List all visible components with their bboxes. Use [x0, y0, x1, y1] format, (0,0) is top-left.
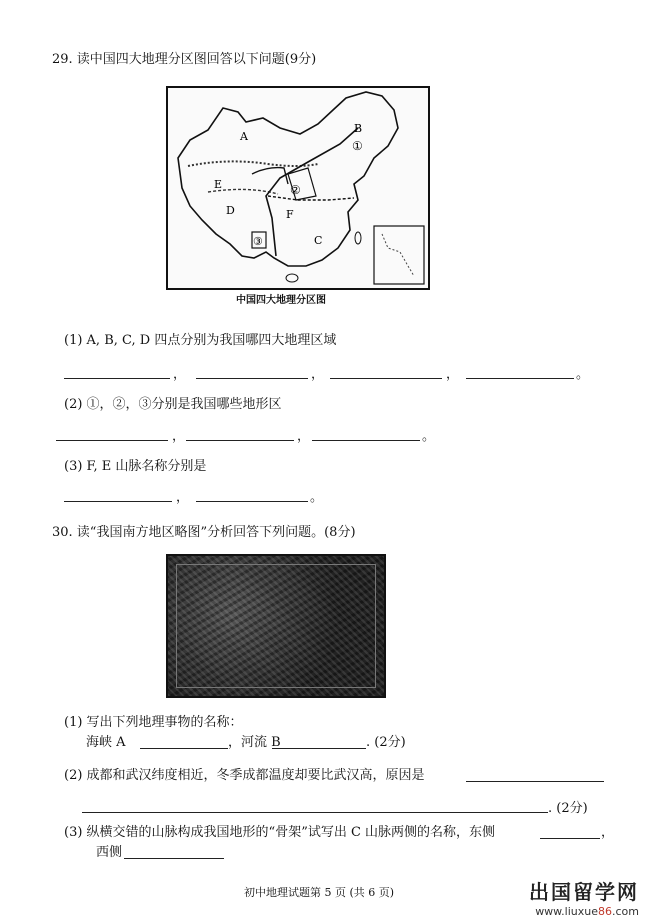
map-label-a: A [240, 130, 248, 143]
q30-west-label: 西侧 [96, 845, 123, 860]
answer-blank-west-side[interactable] [124, 858, 224, 859]
comma: ， [172, 429, 186, 444]
q30-sub2-score: . (2分) [548, 801, 588, 816]
q30-sub1: (1) 写出下列地理事物的名称： [64, 715, 243, 730]
comma: ， [601, 825, 615, 840]
map-label-2: ② [290, 183, 301, 197]
answer-blank-q29-1d[interactable] [466, 378, 574, 379]
answer-blank-q29-3a[interactable] [64, 501, 172, 502]
answer-blank-q29-2c[interactable] [312, 440, 420, 441]
comma: ， [311, 367, 325, 382]
map-label-b: B [354, 122, 363, 135]
q30-sub2: (2) 成都和武汉纬度相近，冬季成都温度却要比武汉高，原因是 [64, 768, 425, 783]
answer-blank-q29-1b[interactable] [196, 378, 308, 379]
q29-title: 29. 读中国四大地理分区图回答以下问题(9分) [52, 52, 317, 67]
map-label-f: F [286, 208, 294, 221]
answer-blank-q29-2b[interactable] [186, 440, 294, 441]
comma: ， [297, 429, 311, 444]
map-label-1: ① [352, 139, 363, 153]
answer-blank-east-side[interactable] [540, 838, 600, 839]
q30-river-label: ，河流 B [228, 735, 281, 750]
comma: ， [173, 367, 187, 382]
south-china-map [166, 554, 386, 698]
china-regions-map [166, 86, 430, 290]
period: 。 [576, 367, 590, 382]
q30-title: 30. 读“我国南方地区略图”分析回答下列问题。(8分) [52, 525, 356, 540]
comma: ， [446, 367, 460, 382]
watermark-title: 出国留学网 [529, 880, 639, 904]
watermark-url: www.liuxue86.com [535, 905, 639, 918]
answer-blank-strait-a[interactable] [140, 748, 228, 749]
china-map-graphic [168, 88, 428, 288]
page-footer: 初中地理试题第 5 页 (共 6 页) [244, 886, 395, 899]
q29-sub3: (3) F, E 山脉名称分别是 [64, 459, 207, 474]
answer-blank-q29-2a[interactable] [56, 440, 168, 441]
answer-blank-q29-3b[interactable] [196, 501, 308, 502]
map-label-e: E [214, 178, 223, 191]
map-label-3: ③ [253, 235, 263, 248]
map-inner-frame [176, 564, 376, 688]
map-caption: 中国四大地理分区图 [236, 295, 326, 306]
period: 。 [422, 429, 436, 444]
period: 。 [310, 490, 324, 505]
comma: ， [176, 490, 190, 505]
map-label-c: C [314, 234, 323, 247]
q29-sub2: (2) ①，②，③分别是我国哪些地形区 [64, 397, 282, 412]
q30-sub1-score: . (2分) [366, 735, 406, 750]
answer-blank-river-b[interactable] [272, 748, 366, 749]
q30-strait-label: 海峡 A [86, 735, 126, 750]
map-label-d: D [226, 204, 235, 217]
answer-blank-q30-2a[interactable] [466, 781, 604, 782]
answer-blank-q29-1c[interactable] [330, 378, 442, 379]
answer-blank-q30-2b[interactable] [82, 812, 548, 813]
q29-sub1: (1) A, B, C, D 四点分别为我国哪四大地理区域 [64, 333, 337, 348]
q30-sub3: (3) 纵横交错的山脉构成我国地形的“骨架”试写出 C 山脉两侧的名称，东侧 [64, 825, 496, 840]
site-watermark [529, 876, 639, 918]
answer-blank-q29-1a[interactable] [64, 378, 170, 379]
